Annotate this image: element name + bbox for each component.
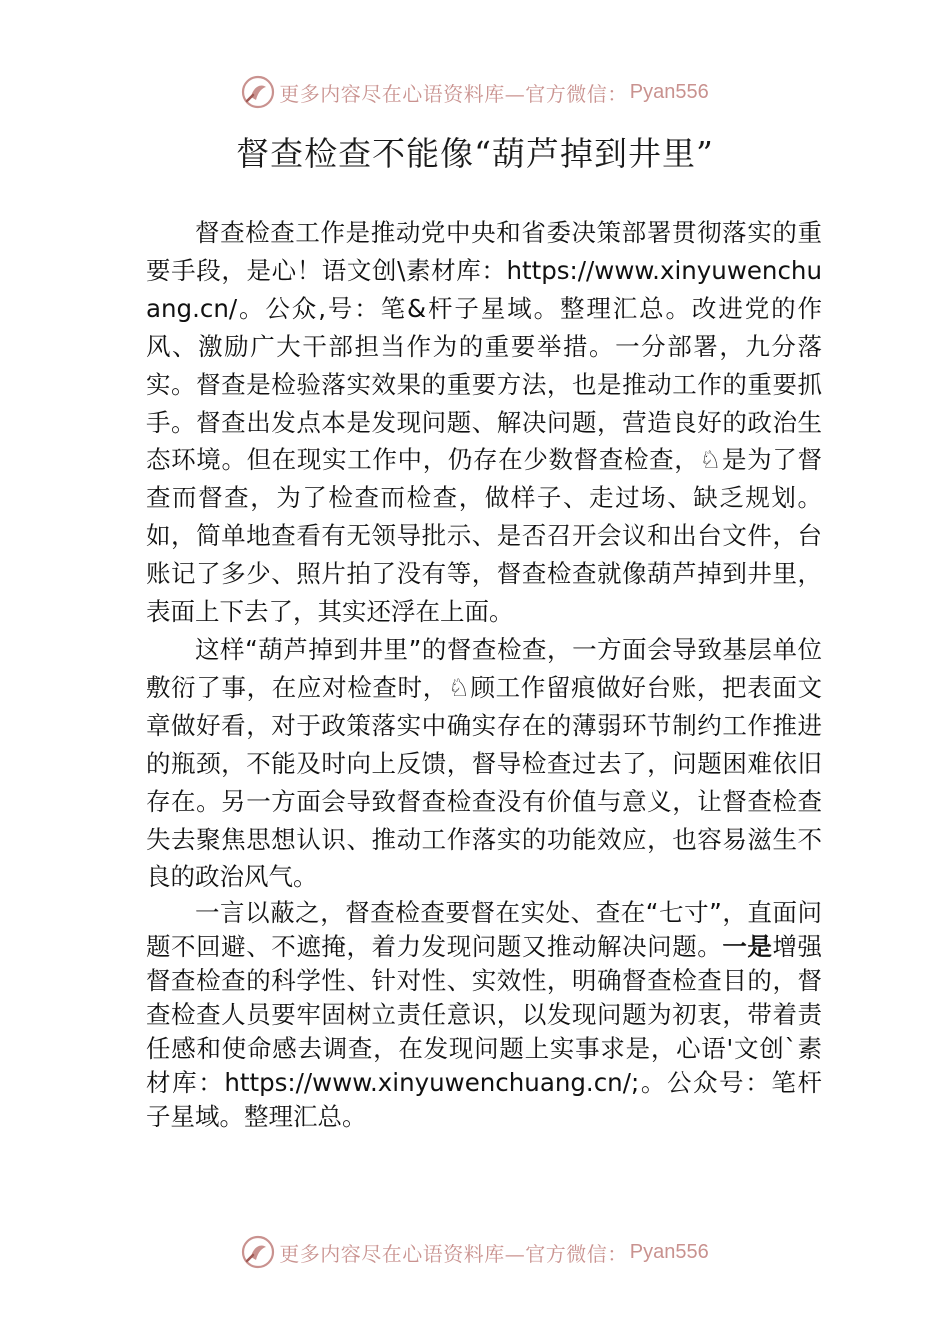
- paragraph-1: 督查检查工作是推动党中央和省委决策部署贯彻落实的重要手段，是心！语文创\素材库：https://www.xinyuwenchuang.cn/。公众,号：笔&杆子星域。整理汇总。改进党的作风、激励广大干部担当作为的重要举措。一分部署，九分落实。督查是检验落实效果的重要方法，也是推动工作的重要抓手。督查出发点本是发现问题、解决问题，营造良好的政治生态环境。但在现实工作中，仍存在少数督查检查，♘是为了督查而督查，为了检查而检查，做样子、走过场、缺乏规划。如，简单地查看有无领导批示、是否召开会议和出台文件，台账记了多少、照片拍了没有等，督查检查就像葫芦掉到井里，表面上下去了，其实还浮在上面。: [146, 218, 822, 627]
- banner-text: 更多内容尽在心语资料库—官方微信：: [279, 81, 628, 106]
- paragraph-3-lead: 一言以蔽之，督查检查要督在实处、查在“七寸”，直面问题不回避、不遮掩，着力发现问题又推动解决问题。: [146, 898, 822, 962]
- paragraph-3: [146, 896, 822, 1134]
- document-title: 督查检查不能像“葫芦掉到井里”: [236, 134, 714, 173]
- banner-wechat-id: Pyan556: [629, 80, 709, 103]
- paragraph-3-bold: 一是: [722, 932, 773, 962]
- paragraph-2: 这样“葫芦掉到井里”的督查检查，一方面会导致基层单位敷衍了事，在应对检查时，♘顾工作留痕做好台账，把表面文章做好看，对于政策落实中确实存在的薄弱环节制约工作推进的瓶颈，不能及时向上反馈，督导检查过去了，问题困难依旧存在。另一方面会导致督查检查没有价值与意义，让督查检查失去聚焦思想认识、推动工作落实的功能效应，也容易滋生不良的政治风气。: [146, 634, 822, 892]
- footer-banner: [0, 1232, 950, 1272]
- header-banner: [0, 72, 950, 112]
- document-body: [146, 214, 822, 1134]
- banner-wechat-id: Pyan556: [629, 1240, 709, 1263]
- paragraph-3-rest: 增强督查检查的科学性、针对性、实效性，明确督查检查目的，督查检查人员要牢固树立责任意识，以发现问题为初衷，带着责任感和使命感去调查，在发现问题上实事求是，心语'文创`素材库：https://www.xinyuwenchuang.cn/;。公众号：笔杆子星域。整理汇总。: [146, 932, 823, 1132]
- banner-text: 更多内容尽在心语资料库—官方微信：: [279, 1241, 628, 1266]
- stamp-logo-icon: [241, 75, 275, 109]
- stamp-logo-icon: [241, 1235, 275, 1269]
